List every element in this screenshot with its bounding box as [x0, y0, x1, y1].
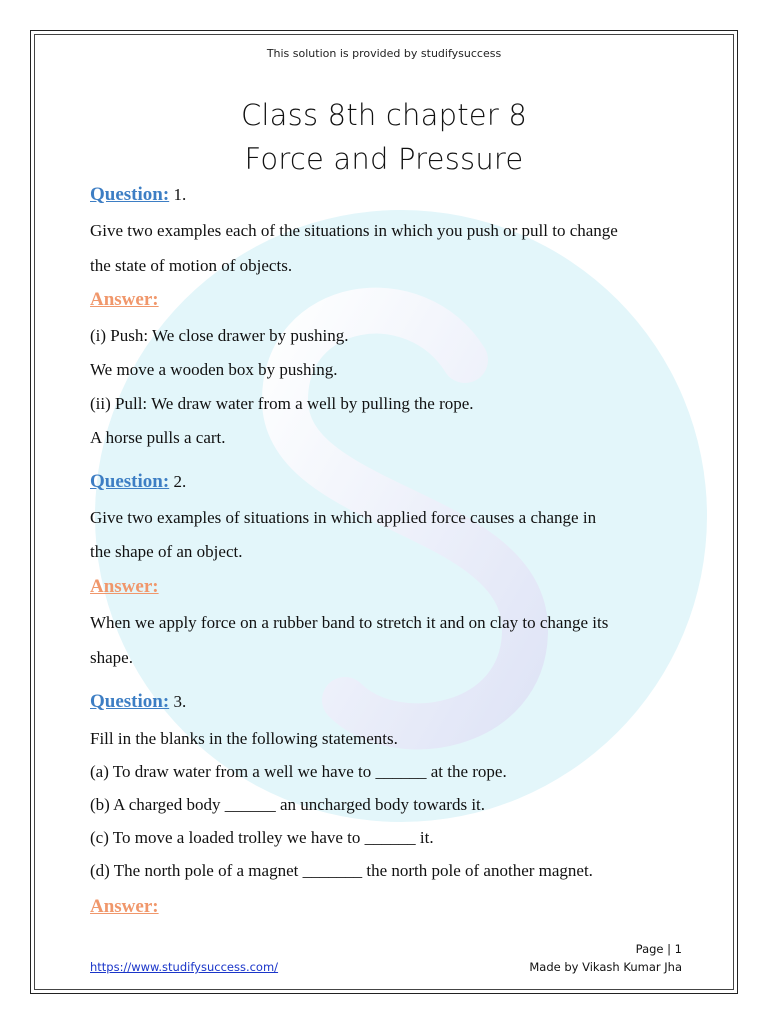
answer-label: Answer: — [90, 289, 159, 310]
answer-label: Answer: — [90, 576, 159, 597]
question-3-text-line: (b) A charged body ______ an uncharged body towards it. — [90, 795, 486, 814]
answer-1-heading — [90, 289, 159, 311]
page-title-line-1: Class 8th chapter 8 — [240, 98, 528, 132]
question-2-text-line: Give two examples of situations in which applied force causes a change in — [90, 508, 597, 527]
author-credit: Made by Vikash Kumar Jha — [529, 960, 682, 974]
answer-1-line: (i) Push: We close drawer by pushing. — [90, 326, 349, 345]
answer-1-line: A horse pulls a cart. — [90, 428, 226, 447]
page-number: Page | 1 — [635, 942, 682, 956]
question-number: 1. — [169, 185, 187, 204]
question-1-text-line: Give two examples each of the situations in which you push or pull to change — [90, 221, 618, 240]
question-number: 2. — [169, 472, 187, 491]
question-1-text-line: the state of motion of objects. — [90, 256, 293, 275]
question-3-text-line: (d) The north pole of a magnet _______ the north pole of another magnet. — [90, 861, 593, 880]
answer-2-line: shape. — [90, 648, 133, 667]
answer-1-line: We move a wooden box by pushing. — [90, 360, 338, 379]
page-title-line-2: Force and Pressure — [244, 142, 524, 176]
question-3-text-line: (a) To draw water from a well we have to ______ at the rope. — [90, 762, 507, 781]
question-label: Question: — [90, 691, 170, 712]
question-3-text-line: Fill in the blanks in the following statements. — [90, 729, 398, 748]
question-3-heading — [90, 691, 186, 713]
answer-2-heading — [90, 576, 159, 598]
answer-3-heading — [90, 896, 159, 918]
question-2-heading — [90, 471, 186, 493]
question-3-text-line: (c) To move a loaded trolley we have to ______ it. — [90, 828, 434, 847]
answer-1-line: (ii) Pull: We draw water from a well by pulling the rope. — [90, 394, 474, 413]
question-1-heading — [90, 184, 186, 206]
question-2-text-line: the shape of an object. — [90, 542, 243, 561]
header-note: This solution is provided by studifysuccess — [266, 47, 502, 60]
studifysuccess-link[interactable]: https://www.studifysuccess.com/ — [90, 960, 279, 974]
answer-2-line: When we apply force on a rubber band to stretch it and on clay to change its — [90, 613, 609, 632]
question-label: Question: — [90, 471, 170, 492]
answer-label: Answer: — [90, 896, 159, 917]
question-number: 3. — [169, 692, 187, 711]
question-label: Question: — [90, 184, 170, 205]
